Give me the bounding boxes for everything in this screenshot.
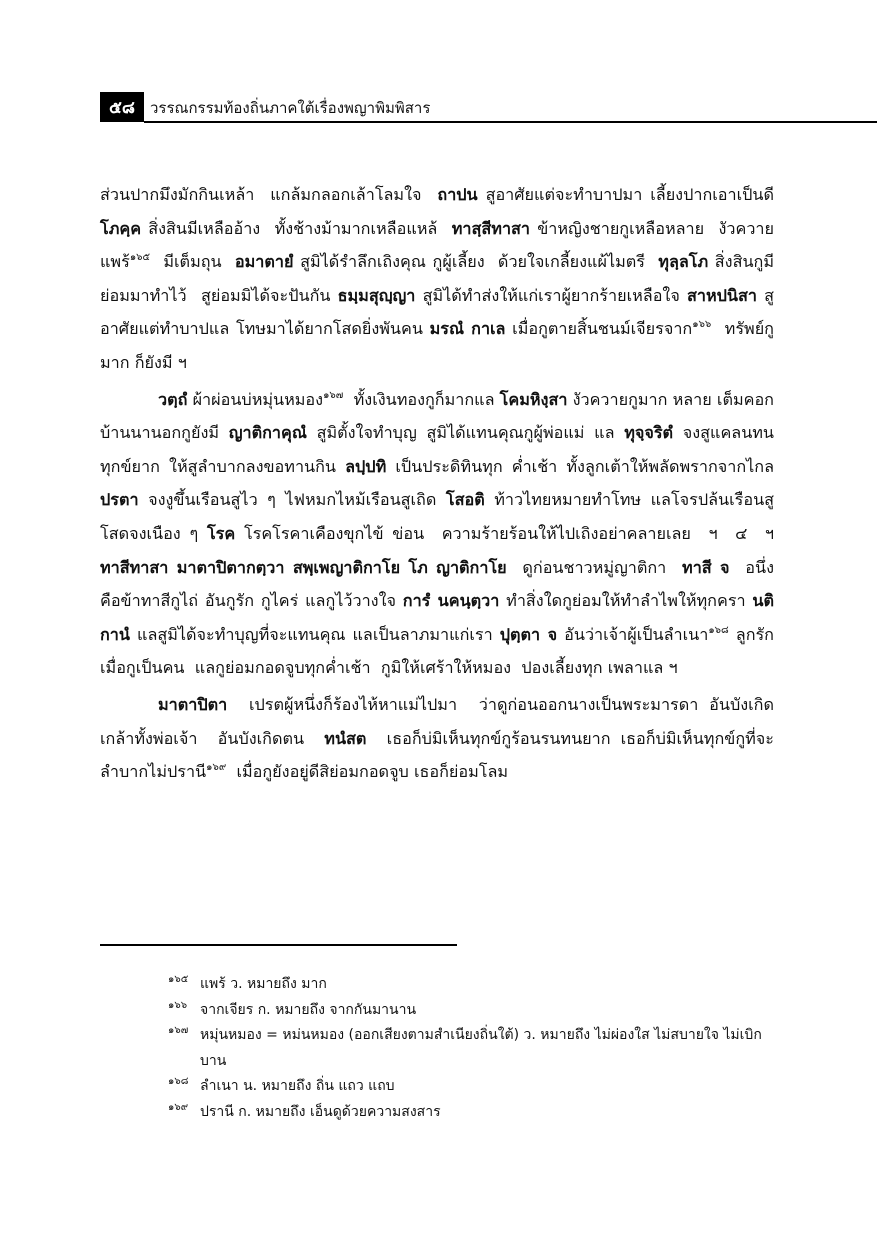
- pali-term: ทนํสต: [324, 728, 367, 748]
- text-run: สิ่งสินกูมีย่อมมาทำไว้ สูย่อมมิได้จะปันกัน: [100, 252, 774, 305]
- pali-term: วตฺถํ: [158, 389, 188, 409]
- pali-term: โคมหิงฺสา: [499, 389, 568, 409]
- footnote-reference: ๑๖๙: [206, 762, 227, 774]
- footnote-item: [168, 998, 768, 1024]
- text-run: เป็นประดิทินทุก ค่ำเช้า ทั้งลูกเต้าให้พลัดพรากจากไกล: [386, 456, 780, 476]
- footnote-item: [168, 1074, 768, 1100]
- footnote-marker: ๑๖๙: [168, 1101, 189, 1113]
- pali-term: ถาปน: [437, 185, 478, 204]
- running-title: วรรณกรรมท้องถิ่นภาคใต้เรื่องพญาพิมพิสาร: [150, 99, 431, 117]
- text-run: ข้าหญิงชายกูเหลือหลาย งัวควายแพร้: [100, 218, 774, 272]
- paragraph: [100, 688, 774, 789]
- text-run: จงสูแคลนทนทุกข์ยาก ให้สูลำบากลงขอทานกิน: [100, 423, 774, 476]
- pali-term: โรค: [206, 523, 236, 543]
- pali-term: ทุจฺจริตํ: [624, 423, 674, 443]
- text-run: เปรตผู้หนึ่งก็ร้องไห้หาแม่ไปมา ว่าดูก่อนออกนางเป็นพระมารดา อันบังเกิดเกล้าทั้งพ่อเจ้า อันบังเกิดตน: [100, 694, 774, 748]
- text-run: สูมิตั้งใจทำบุญ สูมิได้แทนคุณกูผู้พ่อแม่ แล: [306, 423, 625, 443]
- footnote-text: หมุ่นหมอง = หม่นหมอง (ออกเสียงตามสำเนียงถิ่นใต้) ว. หมายถึง ไม่ผ่องใส ไม่สบายใจ ไม่เบิกบาน: [200, 1027, 762, 1069]
- footnote-marker: ๑๖๗: [168, 1025, 189, 1036]
- footnote-text: จากเจียร ก. หมายถึง จากกันมานาน: [200, 1001, 417, 1018]
- text-run: สูมิได้รำลึกเถิงคุณ กูผู้เลี้ยง ด้วยใจเกลี้ยงแผ้ไมตรี: [293, 252, 659, 272]
- footnote-marker: ๑๖๖: [168, 999, 188, 1011]
- text-run: โรคโรคาเคืองขุกไข้ ข่อน ความร้ายร้อนให้ไปเถิงอย่าคลายเลย ฯ ๔ ฯ: [235, 523, 790, 543]
- pali-term: ปรตา: [100, 490, 139, 510]
- pali-term: ญาติกาคุณํ: [228, 423, 307, 443]
- page-header: [0, 0, 877, 130]
- text-run: เมื่อกูตายสิ้นชนม์เจียรจาก: [505, 319, 693, 339]
- text-run: สูอาศัยแต่จะทำบาปมา เลี้ยงปากเอาเป็นดี: [477, 185, 780, 204]
- text-run: สูอาศัยแต่ทำบาปแล โทษมาได้ยากโสดยิ่งพันคน: [100, 285, 775, 339]
- text-run: ท้าวไทยหมายทำโทษ แลโจรปล้นเรือนสูโสดจงเนือง ๆ: [100, 490, 775, 543]
- footnote-text: แพร้ ว. หมายถึง มาก: [200, 976, 327, 992]
- pali-term: การํ นคนฺตฺวา: [402, 591, 500, 611]
- pali-term: สาหปนิสา: [687, 285, 757, 305]
- pali-term: ทาสี จ: [682, 557, 730, 577]
- text-run: อนึ่ง คือข้าทาสีกูไถ่ อันกูรัก กูไคร่ แลกูไว้วางใจ: [100, 557, 785, 611]
- footnote-item: [168, 1023, 768, 1074]
- text-run: เมื่อกูยังอยู่ดีสิย่อมกอดจูบ เธอก็ย่อมโลม: [226, 762, 509, 782]
- pali-term: ทาสฺสีทาสา: [451, 218, 531, 238]
- header-rule: [144, 121, 877, 123]
- pali-term: มรณํ กาเล: [429, 319, 506, 339]
- text-run: ทรัพย์กูมาก ก็ยังมี ฯ: [100, 319, 774, 372]
- pali-term: ลปฺปทิ: [345, 456, 387, 476]
- footnote-marker: ๑๖๘: [168, 1076, 189, 1087]
- footnote-text: ปรานี ก. หมายถึง เอ็นดูด้วยความสงสาร: [200, 1103, 441, 1120]
- pali-term: มาตาปิตา: [158, 694, 228, 714]
- footnote-item: [168, 972, 768, 998]
- text-run: แลสูมิได้จะทำบุญที่จะแทนคุณ แลเป็นลาภมาแก่เรา: [129, 624, 500, 644]
- pali-term: ธมฺมสุญฺญา: [337, 285, 416, 305]
- paragraph: [100, 383, 790, 685]
- text-run: ทั้งเงินทองกูก็มากแล: [343, 389, 500, 409]
- text-run: ส่วนปากมึงมักกินเหล้า แกล้มกลอกเล้าโลมใจ: [100, 185, 438, 204]
- text-run: เธอก็บ่มิเห็นทุกข์กูร้อนรนทนยาก เธอก็บ่มิเห็นทุกข์กูที่จะลำบากไม่ปรานี: [100, 728, 774, 782]
- paragraph: [100, 178, 780, 380]
- footnote-reference: ๑๖๗: [323, 389, 344, 401]
- footnote-text: ลำเนา น. หมายถึง ถิ่น แถว แถบ: [200, 1078, 395, 1094]
- pali-term: อมาตายํ: [234, 252, 294, 272]
- footnotes: [168, 972, 768, 1125]
- pali-term: โภคฺค: [100, 218, 142, 238]
- page-number: ๕๘: [100, 92, 144, 122]
- pali-term: นติกานํ: [100, 591, 774, 644]
- text-run: ดูก่อนชาวหมู่ญาติกา: [506, 557, 683, 577]
- footnote-item: [168, 1100, 768, 1126]
- text-run: ผ้าผ่อนบ่หมุ่นหมอง: [187, 389, 324, 409]
- text-run: สูมิได้ทำส่งให้แก่เราผู้ยากร้ายเหลือใจ: [415, 285, 687, 305]
- pali-term: ทาสีทาสา มาตาปิตากตฺวา สพฺเพญาติกาโย โภ ญาติกาโย: [100, 557, 507, 577]
- pali-term: ปุตฺตา จ: [499, 624, 558, 644]
- text-run: สิ่งสินมีเหลืออ้าง ทั้งช้างม้ามากเหลือแหล้: [141, 218, 452, 238]
- pali-term: ทุลฺลโภ: [658, 252, 709, 272]
- text-run: มีเต็มถุน: [150, 252, 235, 272]
- text-run: งัวควายกูมาก หลาย เต็มคอกบ้านนานอกกูยังมี: [100, 389, 774, 443]
- pali-term: โสอติ: [445, 490, 485, 510]
- text-run: ทำสิ่งใดกูย่อมให้ทำลำไพให้ทุกครา: [499, 591, 753, 611]
- footnote-reference: ๑๖๕: [129, 252, 151, 264]
- body-text: [100, 178, 790, 792]
- text-run: ลูกรัก เมื่อกูเป็นคน แลกูย่อมกอดจูบทุกค่ำเช้า กูมิให้เศร้าให้หมอง ปองเลี้ยงทุก เพลาแล ฯ: [100, 624, 785, 678]
- footnote-reference: ๑๖๖: [692, 319, 712, 331]
- footnote-reference: ๑๖๘: [708, 624, 729, 636]
- text-run: อันว่าเจ้าผู้เป็นลำเนา: [557, 624, 709, 644]
- footnote-separator: [100, 944, 457, 946]
- text-run: จงงูขึ้นเรือนสูไว ๆ ไฟหมกไหม้เรือนสูเถิด: [138, 490, 446, 510]
- footnote-marker: ๑๖๕: [168, 974, 189, 985]
